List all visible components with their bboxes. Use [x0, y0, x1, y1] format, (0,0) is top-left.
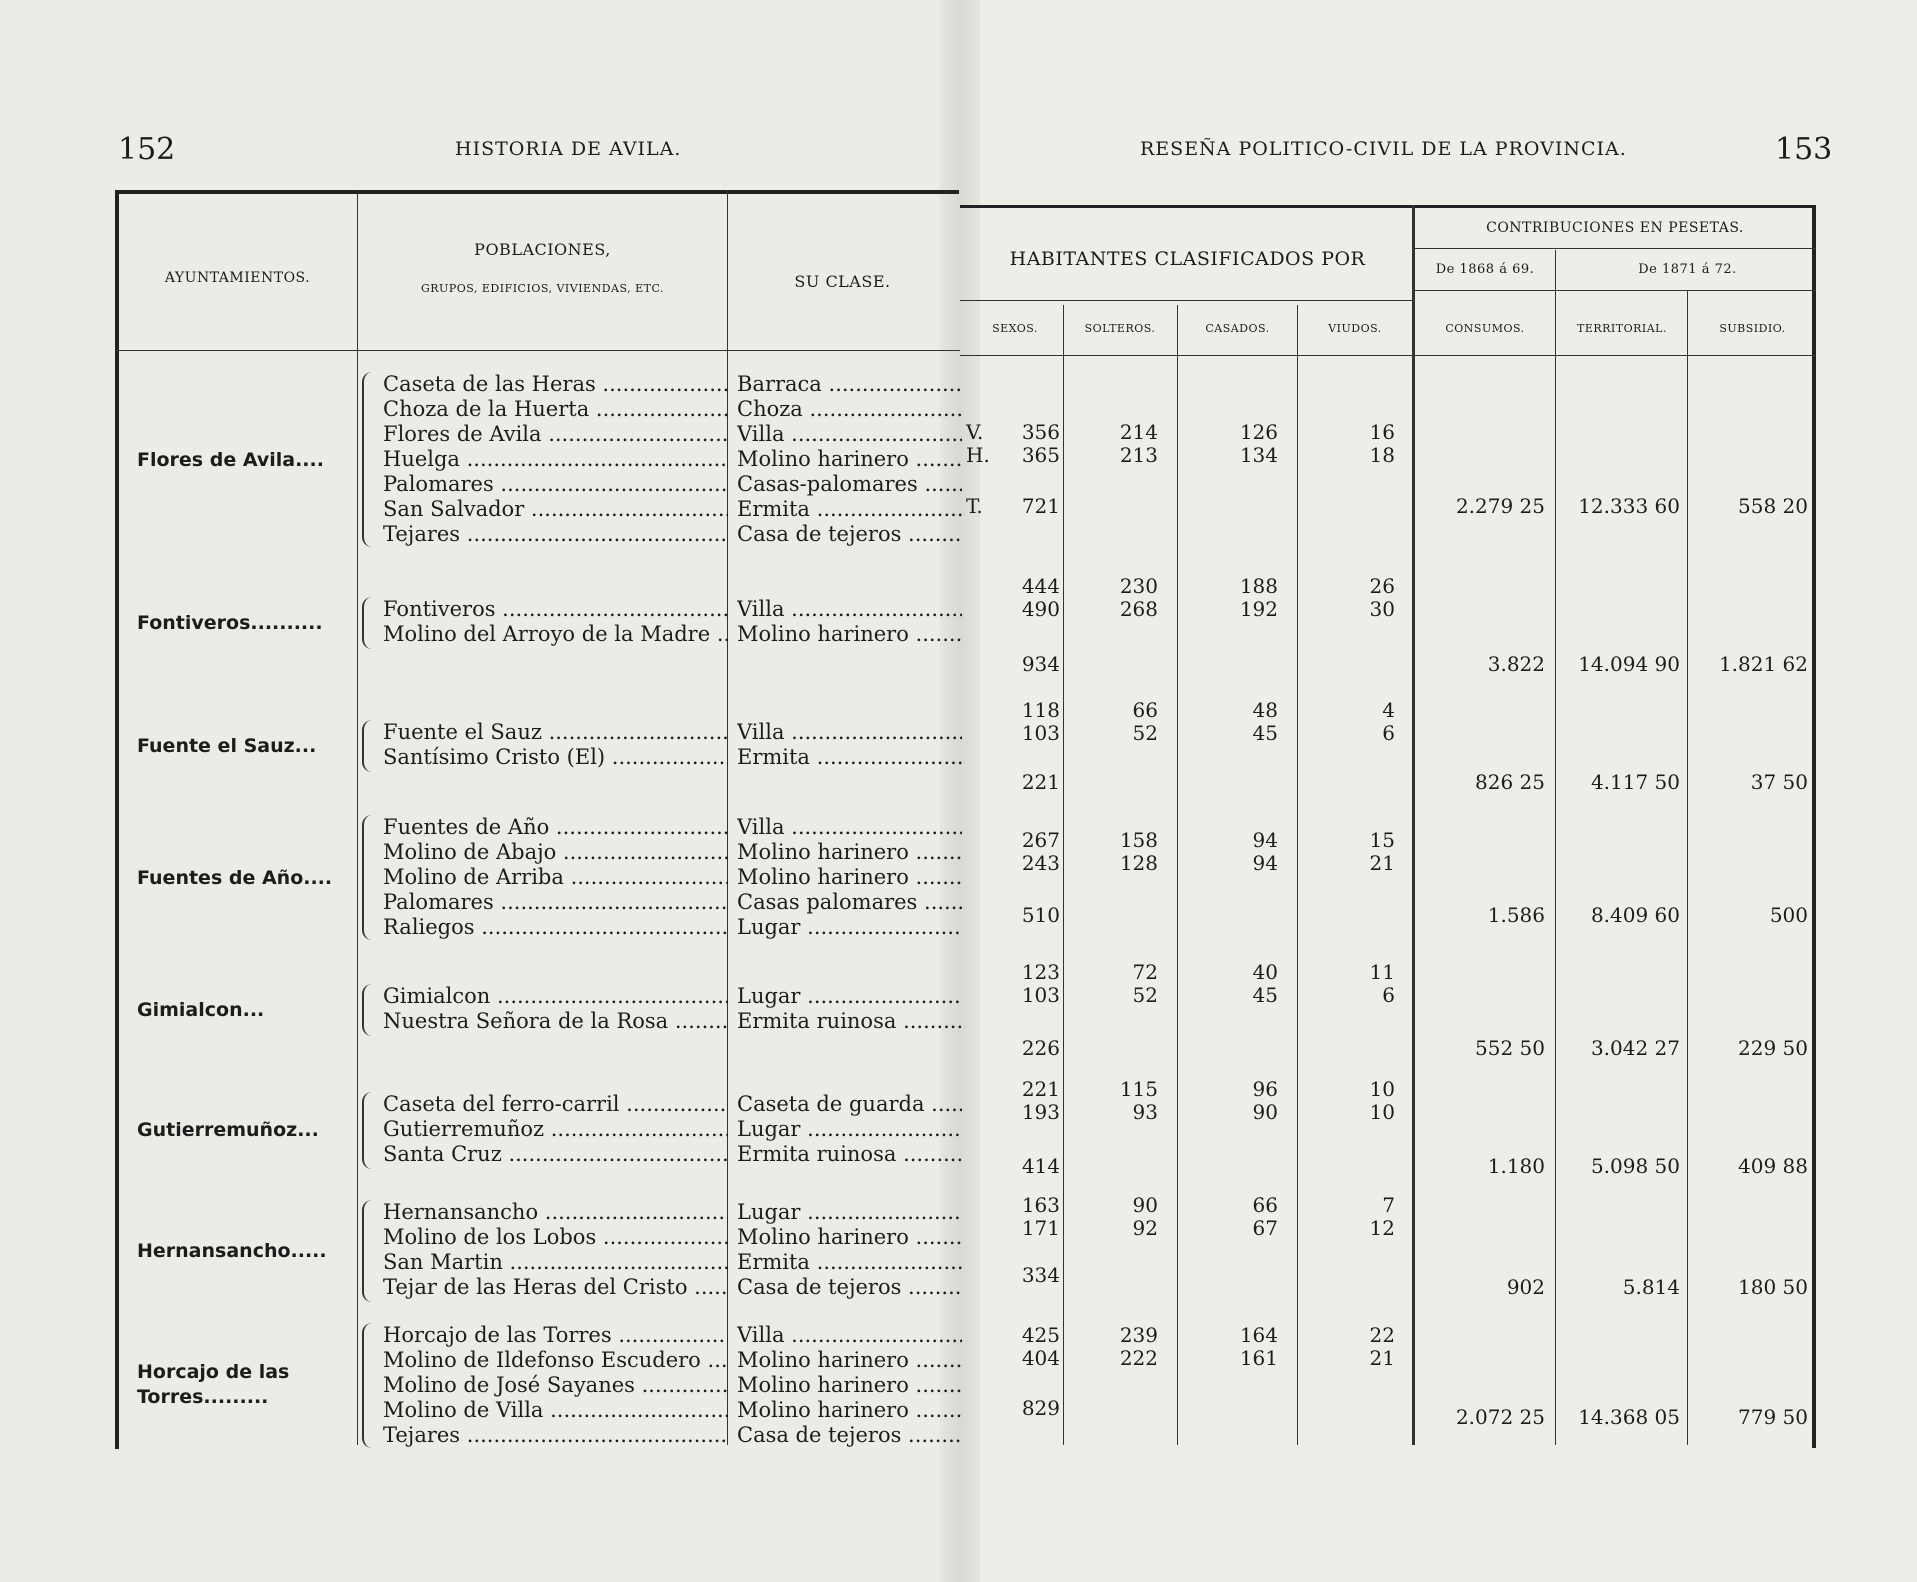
clase: Lugar .....: [737, 1200, 962, 1225]
h-total: 193: [1021, 1100, 1060, 1124]
rule: [115, 350, 960, 351]
clase: Molino harinero .....: [737, 1225, 962, 1250]
ayuntamiento-name: Flores de Avila....: [137, 449, 324, 471]
v-solteros: 214: [1119, 420, 1158, 444]
v-casados: 94: [1252, 828, 1278, 852]
v-casados: 40: [1252, 960, 1278, 984]
v-casados: 48: [1252, 698, 1278, 722]
brace: [362, 984, 376, 1036]
header-casados: CASADOS.: [1205, 322, 1270, 335]
ayuntamiento-name: Gutierremuñoz...: [137, 1119, 319, 1141]
consumos: 826 25: [1475, 770, 1545, 794]
h-solteros: 52: [1132, 983, 1158, 1007]
poblacion: Flores de Avila .....: [383, 422, 728, 447]
clase: Villa .....: [737, 597, 962, 622]
clase: Casas palomares .....: [737, 890, 962, 915]
rule: [1063, 305, 1064, 1445]
brace: [362, 597, 376, 649]
clase: Caseta de guarda .....: [737, 1092, 962, 1117]
h-casados: 67: [1252, 1216, 1278, 1240]
poblacion: Molino del Arroyo de la Madre .....: [383, 622, 728, 647]
h-total: 171: [1021, 1216, 1060, 1240]
h-viudos: 6: [1382, 721, 1395, 745]
poblacion: Santísimo Cristo (El) .....: [383, 745, 728, 770]
poblacion: Santa Cruz .....: [383, 1142, 728, 1167]
poblacion: Tejar de las Heras del Cristo .....: [383, 1275, 728, 1300]
h-total: 243: [1021, 851, 1060, 875]
right-running-head: RESEÑA POLITICO-CIVIL DE LA PROVINCIA.: [1140, 138, 1627, 160]
t-total: 934: [1021, 652, 1060, 676]
subsidio: 229 50: [1738, 1036, 1808, 1060]
poblacion: Gutierremuñoz .....: [383, 1117, 728, 1142]
poblacion: Molino de José Sayanes .....: [383, 1373, 728, 1398]
clase: Molino harinero .....: [737, 1348, 962, 1373]
poblacion: Molino de Arriba .....: [383, 865, 728, 890]
v-total: 267: [1021, 828, 1060, 852]
ayuntamiento-name: Fuente el Sauz...: [137, 735, 317, 757]
subsidio: 779 50: [1738, 1405, 1808, 1429]
v-viudos: 15: [1369, 828, 1395, 852]
clase: Molino harinero .....: [737, 840, 962, 865]
clase: Choza .....: [737, 397, 962, 422]
t-total: 414: [1021, 1154, 1060, 1178]
header-contribuciones: CONTRIBUCIONES EN PESETAS.: [1486, 220, 1744, 236]
header-poblaciones: POBLACIONES,: [474, 240, 611, 259]
header-ayuntamientos: AYUNTAMIENTOS.: [164, 270, 311, 286]
h-casados: 134: [1239, 443, 1278, 467]
consumos: 552 50: [1475, 1036, 1545, 1060]
h-solteros: 52: [1132, 721, 1158, 745]
consumos: 2.072 25: [1455, 1405, 1545, 1429]
poblacion: San Martin .....: [383, 1250, 728, 1275]
h-viudos: 18: [1369, 443, 1395, 467]
poblacion: Molino de Abajo .....: [383, 840, 728, 865]
poblacion: Hernansancho .....: [383, 1200, 728, 1225]
clase: Villa .....: [737, 720, 962, 745]
v-total: 221: [1021, 1077, 1060, 1101]
poblacion: Fontiveros .....: [383, 597, 728, 622]
poblacion: Molino de los Lobos .....: [383, 1225, 728, 1250]
ayuntamiento-name: Horcajo de las Torres.........: [137, 1361, 290, 1408]
territorial: 14.368 05: [1578, 1405, 1680, 1429]
clase: Ermita ruinosa .....: [737, 1142, 962, 1167]
h-total: 490: [1021, 597, 1060, 621]
poblacion: Gimialcon .....: [383, 984, 728, 1009]
h-solteros: 268: [1119, 597, 1158, 621]
v-total: 123: [1021, 960, 1060, 984]
v-total: 425: [1021, 1323, 1060, 1347]
h-casados: 94: [1252, 851, 1278, 875]
h-solteros: 222: [1119, 1346, 1158, 1370]
header-consumos: CONSUMOS.: [1445, 322, 1525, 335]
ayuntamiento-name: Hernansancho.....: [137, 1240, 327, 1262]
v-solteros: 239: [1119, 1323, 1158, 1347]
v-casados: 66: [1252, 1193, 1278, 1217]
poblacion: Fuentes de Año .....: [383, 815, 728, 840]
t-total: 829: [1021, 1396, 1060, 1420]
h-viudos: 6: [1382, 983, 1395, 1007]
left-page-number: 152: [118, 132, 176, 167]
subsidio: 558 20: [1738, 494, 1808, 518]
v-solteros: 158: [1119, 828, 1158, 852]
clase: Molino harinero .....: [737, 447, 962, 472]
consumos: 1.180: [1487, 1154, 1545, 1178]
rule: [1412, 290, 1816, 291]
poblacion: Caseta del ferro-carril .....: [383, 1092, 728, 1117]
clase: Casa de tejeros .....: [737, 1275, 962, 1300]
h-viudos: 10: [1369, 1100, 1395, 1124]
clase: Lugar .....: [737, 1117, 962, 1142]
h-casados: 192: [1239, 597, 1278, 621]
v-viudos: 4: [1382, 698, 1395, 722]
header-1868: De 1868 á 69.: [1435, 262, 1535, 277]
rule: [1412, 205, 1415, 1445]
subsidio: 1.821 62: [1718, 652, 1808, 676]
clase: Ermita .....: [737, 497, 962, 522]
poblacion: San Salvador .....: [383, 497, 728, 522]
subsidio: 500: [1769, 903, 1808, 927]
poblacion: Tejares .....: [383, 522, 728, 547]
rule: [960, 355, 1816, 356]
v-viudos: 11: [1369, 960, 1395, 984]
v-casados: 188: [1239, 574, 1278, 598]
ayuntamiento-name: Gimialcon...: [137, 999, 265, 1021]
t-total: 221: [1021, 770, 1060, 794]
poblacion: Choza de la Huerta .....: [383, 397, 728, 422]
header-solteros: SOLTEROS.: [1084, 322, 1156, 335]
sex-label-t: T.: [966, 494, 983, 518]
t-total: 721: [1021, 494, 1060, 518]
right-page-number: 153: [1775, 132, 1833, 167]
h-casados: 161: [1239, 1346, 1278, 1370]
subsidio: 37 50: [1750, 770, 1808, 794]
brace: [362, 372, 376, 547]
rule: [1555, 250, 1556, 1445]
h-viudos: 12: [1369, 1216, 1395, 1240]
v-viudos: 26: [1369, 574, 1395, 598]
subsidio: 409 88: [1738, 1154, 1808, 1178]
sex-label-h: H.: [966, 443, 990, 467]
clase: Lugar .....: [737, 915, 962, 940]
h-total: 103: [1021, 983, 1060, 1007]
territorial: 4.117 50: [1590, 770, 1680, 794]
territorial: 5.814: [1622, 1275, 1680, 1299]
v-solteros: 72: [1132, 960, 1158, 984]
brace: [362, 815, 376, 940]
v-solteros: 66: [1132, 698, 1158, 722]
h-solteros: 93: [1132, 1100, 1158, 1124]
poblacion: Palomares .....: [383, 472, 728, 497]
clase: Villa .....: [737, 1323, 962, 1348]
header-poblaciones-sub: GRUPOS, EDIFICIOS, VIVIENDAS, ETC.: [420, 282, 664, 295]
h-total: 103: [1021, 721, 1060, 745]
clase: Lugar .....: [737, 984, 962, 1009]
rule: [960, 300, 1415, 301]
h-casados: 90: [1252, 1100, 1278, 1124]
poblacion: Molino de Ildefonso Escudero .....: [383, 1348, 728, 1373]
v-total: 356: [1021, 420, 1060, 444]
h-total: 365: [1021, 443, 1060, 467]
rule: [1297, 305, 1298, 1445]
clase: Molino harinero .....: [737, 1373, 962, 1398]
h-viudos: 21: [1369, 1346, 1395, 1370]
v-viudos: 22: [1369, 1323, 1395, 1347]
left-running-head: HISTORIA DE AVILA.: [455, 138, 682, 160]
clase: Villa .....: [737, 815, 962, 840]
rule: [1177, 305, 1178, 1445]
poblacion: Raliegos .....: [383, 915, 728, 940]
consumos: 902: [1506, 1275, 1545, 1299]
header-habitantes: HABITANTES CLASIFICADOS POR: [1009, 248, 1366, 270]
header-1871: De 1871 á 72.: [1638, 262, 1737, 277]
v-total: 118: [1021, 698, 1060, 722]
clase: Ermita .....: [737, 1250, 962, 1275]
h-solteros: 92: [1132, 1216, 1158, 1240]
territorial: 8.409 60: [1590, 903, 1680, 927]
rule: [1412, 248, 1816, 249]
v-casados: 126: [1239, 420, 1278, 444]
h-casados: 45: [1252, 721, 1278, 745]
clase: Molino harinero .....: [737, 1398, 962, 1423]
h-casados: 45: [1252, 983, 1278, 1007]
clase: Ermita .....: [737, 745, 962, 770]
poblacion: Caseta de las Heras .....: [383, 372, 728, 397]
header-sexos: SEXOS.: [992, 322, 1038, 335]
v-casados: 164: [1239, 1323, 1278, 1347]
h-solteros: 128: [1119, 851, 1158, 875]
consumos: 2.279 25: [1455, 494, 1545, 518]
poblacion: Fuente el Sauz .....: [383, 720, 728, 745]
rule: [1687, 290, 1688, 1445]
v-viudos: 10: [1369, 1077, 1395, 1101]
t-total: 510: [1021, 903, 1060, 927]
header-territorial: TERRITORIAL.: [1576, 322, 1667, 335]
t-total: 226: [1021, 1036, 1060, 1060]
v-viudos: 7: [1382, 1193, 1395, 1217]
ayuntamiento-name: Fuentes de Año....: [137, 867, 333, 889]
clase: Casa de tejeros .....: [737, 1423, 962, 1448]
v-viudos: 16: [1369, 420, 1395, 444]
consumos: 3.822: [1487, 652, 1545, 676]
brace: [362, 1200, 376, 1302]
h-viudos: 30: [1369, 597, 1395, 621]
clase: Molino harinero .....: [737, 865, 962, 890]
brace: [362, 720, 376, 772]
ayuntamiento-name: Fontiveros..........: [137, 612, 323, 634]
t-total: 334: [1021, 1263, 1060, 1287]
v-solteros: 230: [1119, 574, 1158, 598]
h-total: 404: [1021, 1346, 1060, 1370]
poblacion: Molino de Villa .....: [383, 1398, 728, 1423]
v-total: 444: [1021, 574, 1060, 598]
territorial: 3.042 27: [1590, 1036, 1680, 1060]
sex-label-v: V.: [966, 420, 984, 444]
territorial: 14.094 90: [1578, 652, 1680, 676]
poblacion: Nuestra Señora de la Rosa .....: [383, 1009, 728, 1034]
subsidio: 180 50: [1738, 1275, 1808, 1299]
poblacion: Tejares .....: [383, 1423, 728, 1448]
clase: Casas-palomares .....: [737, 472, 962, 497]
brace: [362, 1323, 376, 1448]
h-viudos: 21: [1369, 851, 1395, 875]
clase: Casa de tejeros .....: [737, 522, 962, 547]
clase: Molino harinero .....: [737, 622, 962, 647]
territorial: 12.333 60: [1578, 494, 1680, 518]
v-solteros: 90: [1132, 1193, 1158, 1217]
v-solteros: 115: [1119, 1077, 1158, 1101]
poblacion: Palomares .....: [383, 890, 728, 915]
header-su-clase: SU CLASE.: [794, 272, 891, 291]
clase: Barraca .....: [737, 372, 962, 397]
header-subsidio: SUBSIDIO.: [1719, 322, 1786, 335]
h-solteros: 213: [1119, 443, 1158, 467]
clase: Ermita ruinosa .....: [737, 1009, 962, 1034]
poblacion: Horcajo de las Torres .....: [383, 1323, 728, 1348]
v-casados: 96: [1252, 1077, 1278, 1101]
clase: Villa .....: [737, 422, 962, 447]
header-viudos: VIUDOS.: [1328, 322, 1382, 335]
v-total: 163: [1021, 1193, 1060, 1217]
brace: [362, 1092, 376, 1169]
consumos: 1.586: [1487, 903, 1545, 927]
poblacion: Huelga .....: [383, 447, 728, 472]
territorial: 5.098 50: [1590, 1154, 1680, 1178]
